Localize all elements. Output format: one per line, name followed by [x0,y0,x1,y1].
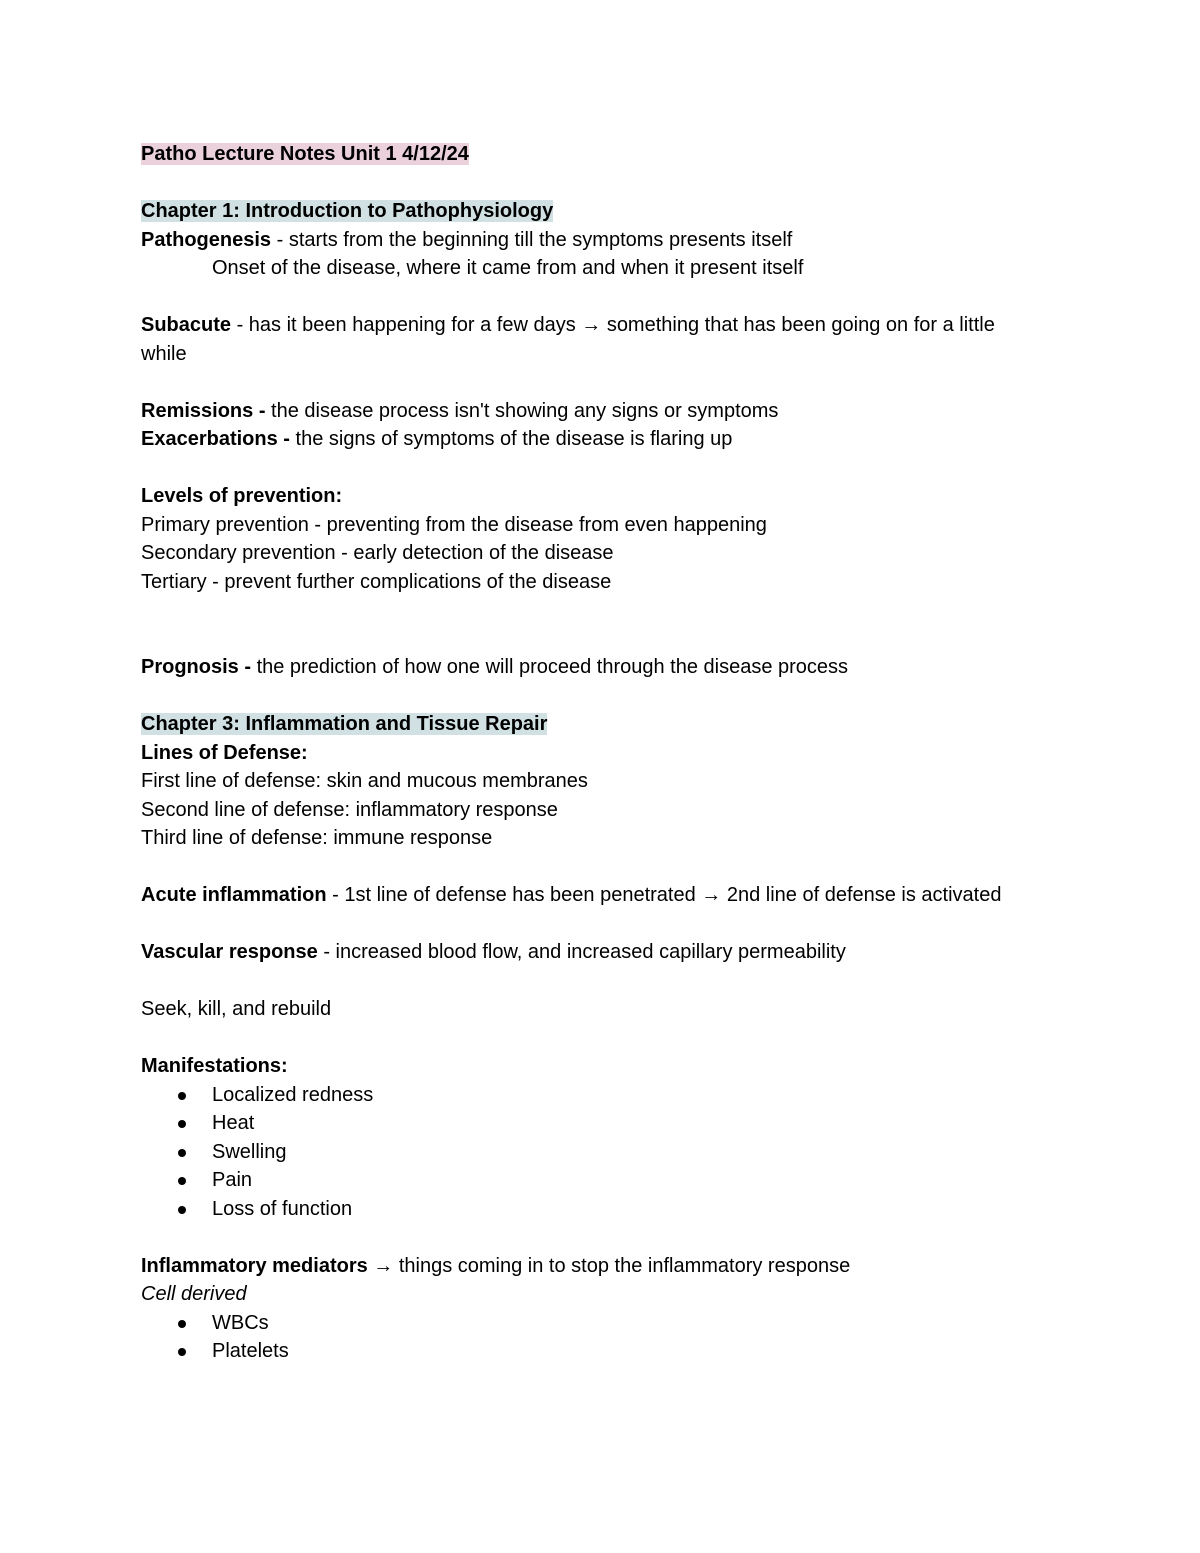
levels-heading: Levels of prevention: [141,485,343,507]
cell-derived-label: Cell derived [141,1283,247,1305]
level-item: Tertiary - prevent further complications of the disease [141,570,612,593]
prognosis-line: Prognosis - the prediction of how one will proceed through the disease process [141,656,849,678]
document-body [141,140,1041,1366]
defense-line-item: Second line of defense: inflammatory response [141,798,558,821]
level-item: Primary prevention - preventing from the disease from even happening [141,513,767,536]
mediators-line: Inflammatory mediators → things coming in to stop the inflammatory response [141,1254,851,1277]
defense-line-item: First line of defense: skin and mucous membranes [141,770,588,792]
chapter1-heading: Chapter 1: Introduction to Pathophysiology [141,200,554,222]
remissions-line: Remissions - the disease process isn't showing any signs or symptoms [141,399,779,422]
list-item: Heat [141,1109,1041,1138]
exacerbations-line: Exacerbations - the signs of symptoms of the disease is flaring up [141,428,733,450]
document-title: Patho Lecture Notes Unit 1 4/12/24 [141,143,469,165]
list-item: Swelling [141,1138,1041,1167]
subacute-line: Subacute - has it been happening for a few days → something that has been going on for a little while [141,314,995,365]
lines-heading: Lines of Defense: [141,741,308,764]
chapter3-heading: Chapter 3: Inflammation and Tissue Repair [141,713,548,735]
list-item: Localized redness [141,1081,1041,1110]
defense-line-item: Third line of defense: immune response [141,827,493,849]
list-item: WBCs [141,1309,1041,1338]
list-item: Platelets [141,1337,1041,1366]
vascular-response-line: Vascular response - increased blood flow, and increased capillary permeability [141,941,846,963]
manifestations-heading: Manifestations: [141,1055,288,1077]
level-item: Secondary prevention - early detection of the disease [141,542,614,564]
acute-inflammation-line: Acute inflammation - 1st line of defense has been penetrated → 2nd line of defense is activated [141,884,1002,906]
list-item: Pain [141,1166,1041,1195]
list-item: Loss of function [141,1195,1041,1224]
seek-kill-rebuild: Seek, kill, and rebuild [141,998,332,1020]
pathogenesis-note: Onset of the disease, where it came from and when it present itself [212,257,804,279]
pathogenesis-line: Pathogenesis - starts from the beginning till the symptoms presents itself [141,228,793,251]
